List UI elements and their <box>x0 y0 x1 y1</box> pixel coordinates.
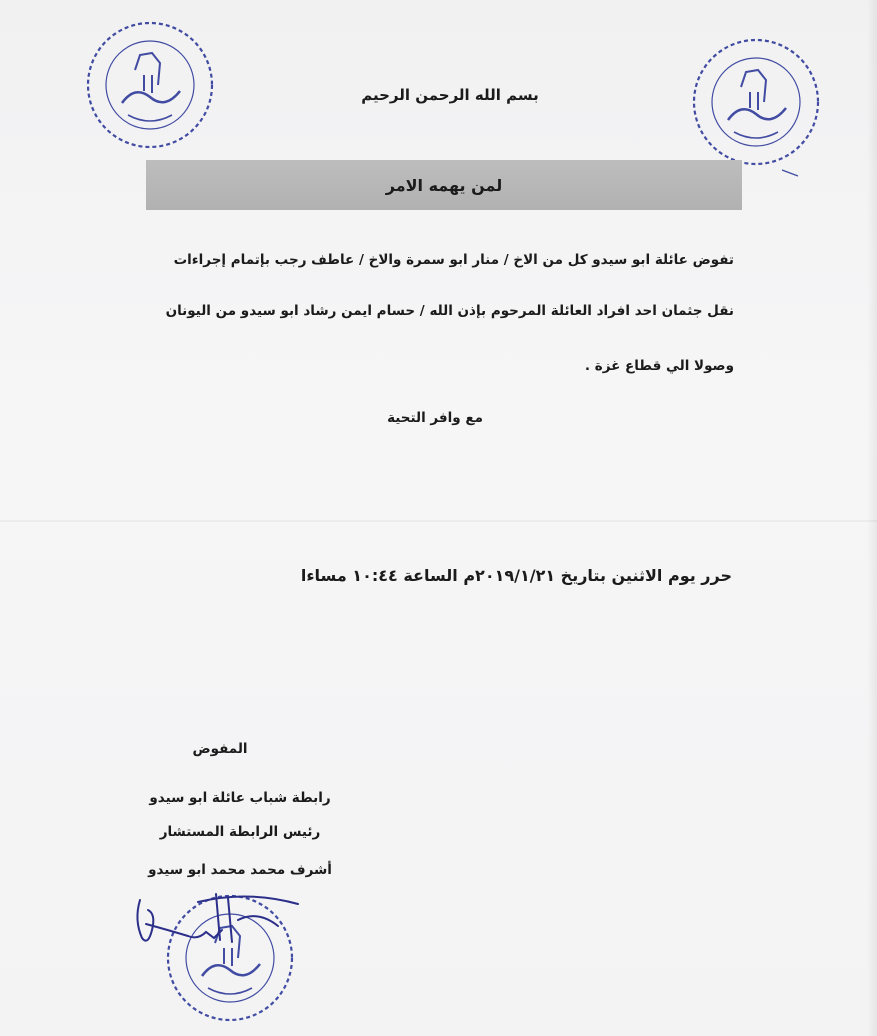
signatory-role: المفوض <box>192 741 248 757</box>
body-line-1: تفوض عائلة ابو سيدو كل من الاخ / منار ابو سمرة والاخ / عاطف رجب بإتمام إجراءات <box>173 252 734 268</box>
closing-greeting: مع وافر التحية <box>387 410 483 426</box>
body-line-2: نقل جثمان احد افراد العائلة المرحوم بإذن الله / حسام ايمن رشاد ابو سيدو من اليونان <box>165 303 734 319</box>
paper-edge-shadow <box>867 0 877 1036</box>
signatory-name: أشرف محمد محمد ابو سيدو <box>148 862 332 878</box>
signatory-position: رئيس الرابطة المستشار <box>159 824 321 840</box>
signatory-organization: رابطة شباب عائلة ابو سيدو <box>149 790 331 806</box>
stamp-top-right <box>686 30 826 180</box>
handwritten-signature <box>128 880 308 960</box>
paper-fold <box>0 520 877 522</box>
date-line: حرر يوم الاثنين بتاريخ ٢٠١٩/١/٢١م الساعة ١٠:٤٤ مساءا <box>300 566 732 585</box>
body-line-3: وصولا الي قطاع غزة . <box>584 358 734 374</box>
stamp-top-left <box>80 15 220 155</box>
bismillah-heading: بسم الله الرحمن الرحيم <box>361 86 539 104</box>
document-title: لمن يهمه الامر <box>385 176 503 195</box>
